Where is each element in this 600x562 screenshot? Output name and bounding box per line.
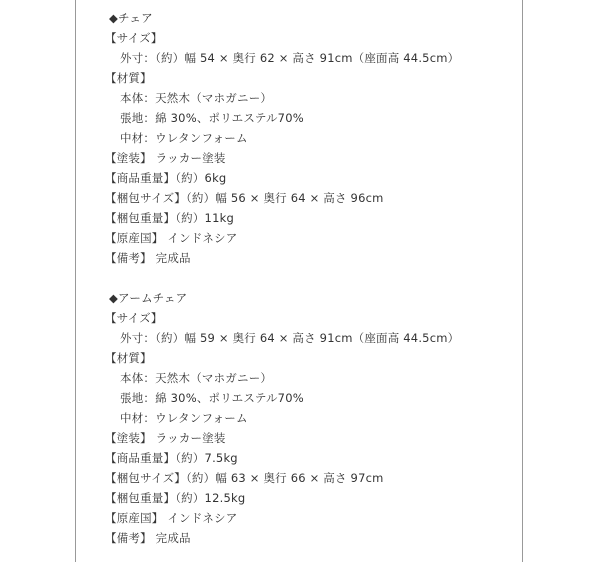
spec-line: 【商品重量】（約）7.5kg <box>105 451 238 465</box>
spec-line: 本体：天然木（マホガニー） <box>120 91 273 105</box>
spec-line: 本体：天然木（マホガニー） <box>120 371 273 385</box>
spec-line: 中材：ウレタンフォーム <box>120 131 248 145</box>
spec-line: 外寸：（約）幅 54 × 奥行 62 × 高さ 91cm（座面高 44.5cm） <box>120 51 460 65</box>
spec-line: 【備考】 完成品 <box>105 251 191 265</box>
spec-line: 【商品重量】（約）6kg <box>105 171 227 185</box>
spec-line: 【材質】 <box>105 71 152 85</box>
spec-section-armchair <box>105 288 515 548</box>
spec-line: 【原産国】 インドネシア <box>105 231 238 245</box>
spec-line: 【梱包重量】（約）11kg <box>105 211 234 225</box>
spec-line: 【材質】 <box>105 351 152 365</box>
section-heading: ◆アームチェア <box>109 291 188 305</box>
spec-line: 張地：綿 30%、ポリエステル70% <box>120 391 304 405</box>
spec-section-chair <box>105 8 515 268</box>
spec-line: 【サイズ】 <box>105 311 163 325</box>
spec-line: 中材：ウレタンフォーム <box>120 411 248 425</box>
spec-line: 【梱包サイズ】（約）幅 63 × 奥行 66 × 高さ 97cm <box>105 471 384 485</box>
spec-line: 【サイズ】 <box>105 31 163 45</box>
spec-line: 【梱包サイズ】（約）幅 56 × 奥行 64 × 高さ 96cm <box>105 191 384 205</box>
spec-line: 【原産国】 インドネシア <box>105 511 238 525</box>
spec-line: 【塗装】 ラッカー塗装 <box>105 151 226 165</box>
section-heading: ◆チェア <box>109 11 153 25</box>
spec-line: 張地：綿 30%、ポリエステル70% <box>120 111 304 125</box>
spec-content <box>105 8 515 548</box>
spec-line: 外寸：（約）幅 59 × 奥行 64 × 高さ 91cm（座面高 44.5cm） <box>120 331 460 345</box>
spec-line: 【塗装】 ラッカー塗装 <box>105 431 226 445</box>
spec-line: 【梱包重量】（約）12.5kg <box>105 491 246 505</box>
spec-line: 【備考】 完成品 <box>105 531 191 545</box>
